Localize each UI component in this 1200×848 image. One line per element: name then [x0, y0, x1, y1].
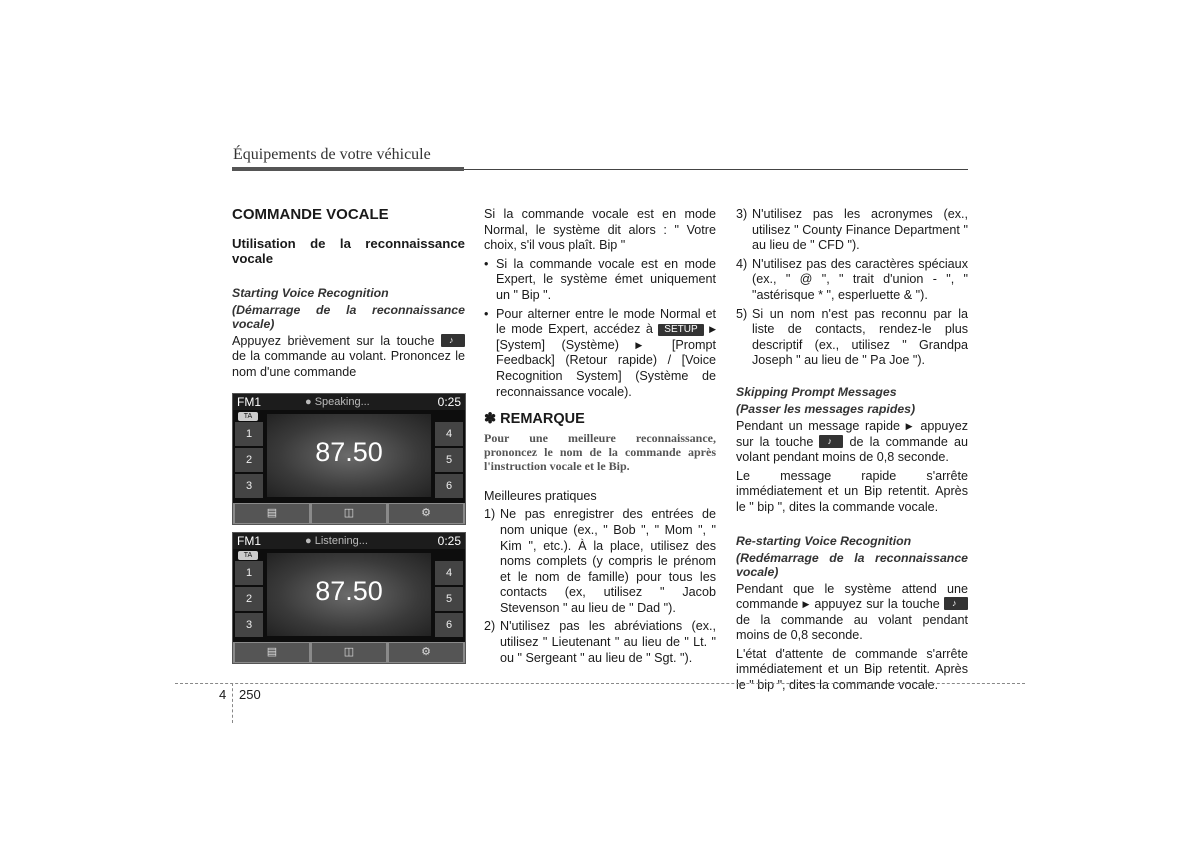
preset-button-6[interactable]: 6	[435, 613, 463, 637]
preset-button-3[interactable]: 3	[235, 474, 263, 498]
bullet-switch	[484, 307, 716, 401]
header-rule-thin	[464, 169, 968, 170]
ta-badge: TA	[238, 412, 258, 421]
subsection-title: Utilisation de la reconnaissance vocale	[232, 235, 465, 266]
list-item: 1) Ne pas enregistrer des entrées de nom unique (ex., " Bob ", " Mom ", " Kim ", etc.). À la place, utilisez des noms complets (y compris le prénom et le nom de famille) pour tous les contacts (ex, utilisez " Jacob Stevenson " au lieu de " Dad ").	[484, 507, 716, 615]
gear-icon: ⚙	[421, 646, 431, 658]
list-item: 2) N'utilisez pas les abréviations (ex., utilisez " Lieutenant " au lieu de " Lt. " ou " Sergeant " au lieu de " Sgt. ").	[484, 619, 716, 665]
ta-badge: TA	[238, 551, 258, 560]
bullet-switch-b: [System] (Système)	[496, 337, 619, 352]
radio-list-button[interactable]	[235, 643, 309, 662]
preset-button-3[interactable]: 3	[235, 613, 263, 637]
starting-text	[232, 334, 465, 381]
triangle-right-icon: ▶	[709, 324, 716, 335]
preset-button-2[interactable]: 2	[235, 448, 263, 472]
column-1	[232, 207, 465, 383]
skipping-text-c: de la commande au volant pendant moins de 0,8 seconde.	[736, 434, 968, 465]
radio-list-button[interactable]	[235, 504, 309, 523]
starting-text-a: Appuyez brièvement sur la touche	[232, 333, 435, 348]
bullet-expert: • Si la commande vocale est en mode Expert, le système émet uniquement un " Bip ".	[484, 257, 716, 304]
header-rule-thick	[232, 167, 464, 171]
timer: 0:25	[437, 534, 461, 548]
restarting-text-d: L'état d'attente de commande s'arrête immédiatement et un Bip retentit. Après le " bip ", dites la commande vocale.	[736, 646, 968, 693]
starting-text-b: de la commande au volant. Prononcez le nom d'une commande	[232, 349, 465, 379]
list-item: 5) Si un nom n'est pas reconnu par la liste de contacts, rendez-le plus descriptif (ex., utilisez " Grandpa Joseph " au lieu de " Pa Joe ").	[736, 306, 968, 368]
preset-button-5[interactable]: 5	[435, 448, 463, 472]
settings-button[interactable]	[389, 504, 463, 523]
note-title: ✽ REMARQUE	[484, 411, 585, 428]
bullet-switch-c: [Prompt Feedback] (Retour rapide) / [Voice Recognition System] (Système de reconnaissance vocale).	[496, 337, 716, 399]
mode-intro: Si la commande vocale est en mode Normal, le système dit alors : " Votre choix, s'il vous plaît. Bip "	[484, 207, 716, 253]
radio-list-icon: ▤	[266, 646, 278, 658]
list-item: 4) N'utilisez pas des caractères spéciaux (ex., " @ ", " trait d'union - ", " "astérisque * ", esperluette & ").	[736, 256, 968, 302]
mode-bullets	[484, 257, 716, 400]
skipping-text-b: appuyez sur la touche	[736, 418, 969, 449]
skipping-title-en: Skipping Prompt Messages	[736, 384, 897, 399]
triangle-right-icon: ▶	[802, 599, 811, 610]
radio-scan-icon: ◫	[343, 507, 355, 519]
triangle-right-icon: ▶	[635, 339, 656, 350]
chapter-title: Équipements de votre véhicule	[233, 146, 431, 163]
starting-title-en: Starting Voice Recognition	[232, 285, 389, 300]
skipping-text-d: Le message rapide s'arrête immédiatement et un Bip retentit. Après le " bip ", dites la commande vocale.	[736, 468, 968, 514]
preset-button-4[interactable]: 4	[435, 561, 463, 585]
preset-button-2[interactable]: 2	[235, 587, 263, 611]
voice-command-key-icon	[441, 334, 465, 347]
frequency-display: 87.50	[315, 437, 383, 467]
radio-scan-button[interactable]	[312, 643, 386, 662]
skipping-text-a: Pendant un message rapide	[736, 418, 900, 433]
gear-icon: ⚙	[421, 507, 431, 519]
column-2	[484, 207, 716, 669]
best-practices-title: Meilleures pratiques	[484, 488, 597, 503]
setup-key: SETUP	[658, 324, 703, 336]
frequency-display: 87.50	[315, 576, 383, 606]
band-label: FM1	[237, 395, 261, 409]
note-body: Pour une meilleure reconnaissance, prononcez le nom de la commande après l'instruction vocale et le Bip.	[484, 430, 716, 473]
section-number: 4	[219, 687, 227, 702]
skipping-text	[736, 419, 968, 466]
triangle-right-icon: ▶	[905, 420, 915, 431]
list-item: 3) N'utilisez pas les acronymes (ex., utilisez " County Finance Department " au lieu de " CFD ").	[736, 207, 968, 253]
radio-screen-listening	[232, 532, 466, 664]
restarting-text-b: appuyez sur la touche	[814, 597, 940, 612]
radio-scan-icon: ◫	[343, 646, 355, 658]
footer-divider	[232, 683, 233, 723]
microphone-icon: ●	[305, 535, 315, 547]
voice-command-key-icon	[944, 597, 968, 610]
footer-rule	[175, 683, 1025, 684]
restarting-title-en: Re-starting Voice Recognition	[736, 533, 912, 548]
restarting-text-c: de la commande au volant pendant moins de 0,8 seconde.	[736, 612, 968, 643]
band-label: FM1	[237, 534, 261, 548]
column-3	[736, 207, 968, 697]
restarting-title-fr: (Redémarrage de la reconnaissance vocale)	[736, 550, 968, 579]
preset-button-6[interactable]: 6	[435, 474, 463, 498]
best-practices-list	[484, 507, 716, 666]
preset-button-1[interactable]: 1	[235, 422, 263, 446]
microphone-icon: ●	[305, 396, 315, 408]
settings-button[interactable]	[389, 643, 463, 662]
voice-status: ● Speaking...	[305, 396, 370, 408]
timer: 0:25	[437, 395, 461, 409]
preset-button-1[interactable]: 1	[235, 561, 263, 585]
skipping-title-fr: (Passer les messages rapides)	[736, 401, 916, 416]
radio-screen-speaking	[232, 393, 466, 525]
preset-button-4[interactable]: 4	[435, 422, 463, 446]
restarting-text-a: Pendant que le système attend une commande	[736, 581, 968, 612]
restarting-text	[736, 582, 968, 644]
voice-command-key-icon	[819, 435, 843, 448]
radio-list-icon: ▤	[266, 507, 278, 519]
bullet-switch-a: Pour alterner entre le mode Normal et le mode Expert, accédez à	[496, 306, 716, 337]
radio-scan-button[interactable]	[312, 504, 386, 523]
best-practices-list-cont	[736, 207, 968, 369]
voice-status: ● Listening...	[305, 535, 368, 547]
section-title: COMMANDE VOCALE	[232, 206, 389, 223]
page-number: 250	[239, 687, 261, 702]
starting-title-fr: (Démarrage de la reconnaissance vocale)	[232, 302, 465, 331]
preset-button-5[interactable]: 5	[435, 587, 463, 611]
